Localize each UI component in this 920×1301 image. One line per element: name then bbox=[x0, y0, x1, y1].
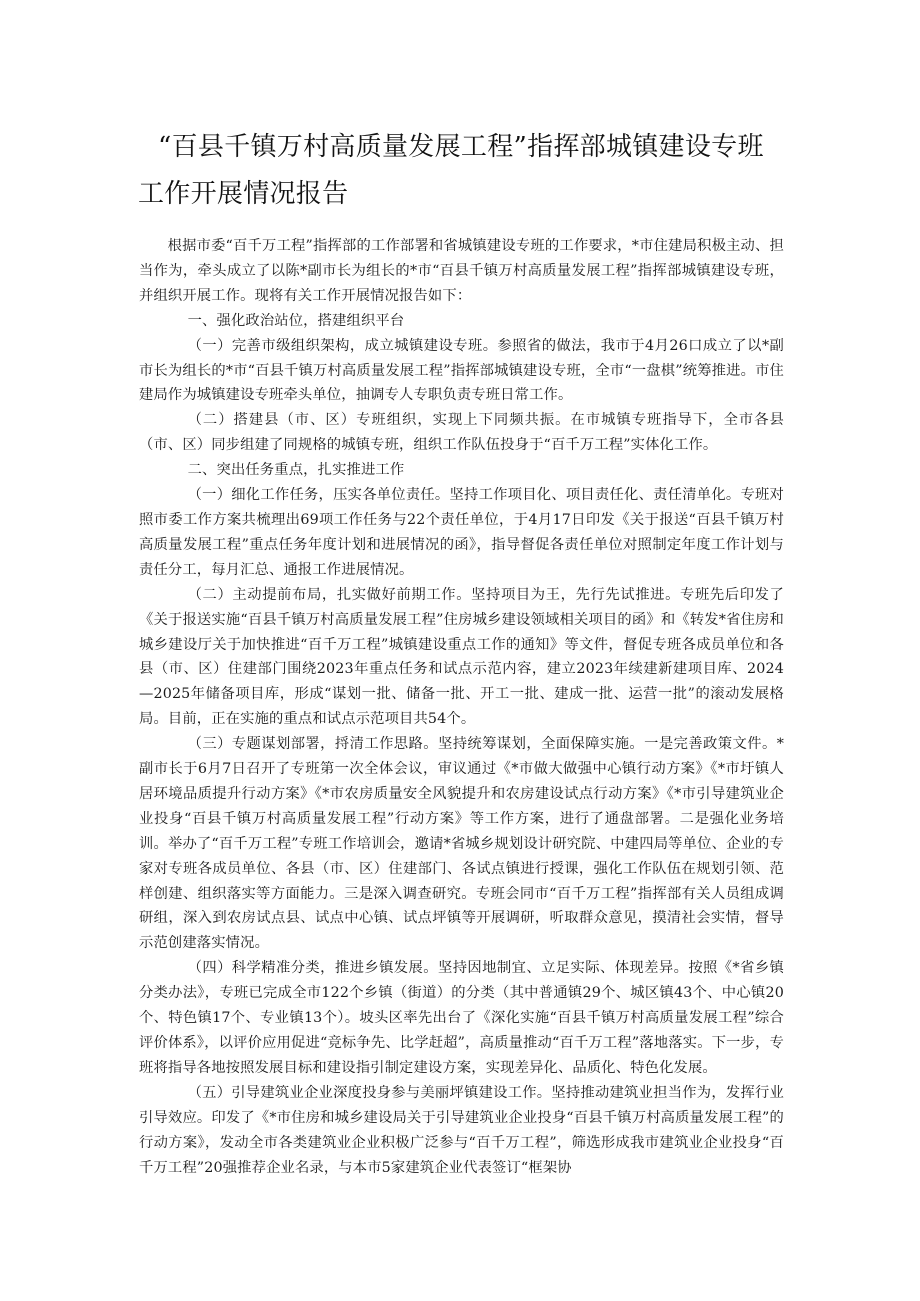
subsection-paragraph: （三）专题谋划部署，捋清工作思路。坚持统筹谋划，全面保障实施。一是完善政策文件。*副市长于6月7日召开了专班第一次全体会议，审议通过《*市做大做强中心镇行动方案》《*市圩镇人居环境品质提升行动方案》《*市农房质量安全风貌提升和农房建设试点行动方案》《*市引导建筑业企业投身“百县千镇万村高质量发展工程”行动方案》等工作方案，进行了通盘部署。二是强化业务培训。举办了“百千万工程”专班工作培训会，邀请*省城乡规划设计研究院、中建四局等单位、企业的专家对专班各成员单位、各县（市、区）住建部门、各试点镇进行授课，强化工作队伍在规划引领、范样创建、组织落实等方面能力。三是深入调查研究。专班会同市“百千万工程”指挥部有关人员组成调研组，深入到农房试点县、试点中心镇、试点坪镇等开展调研，听取群众意见，摸清社会实情，督导示范创建落实情况。 bbox=[139, 736, 784, 952]
subsection-paragraph: （四）科学精准分类，推进乡镇发展。坚持因地制宜、立足实际、体现差异。按照《*省乡镇分类办法》，专班已完成全市122个乡镇（街道）的分类（其中普通镇29个、城区镇43个、中心镇20个、特色镇17个、专业镇13个）。坡头区率先出台了《深化实施“百县千镇万村高质量发展工程”综合评价体系》，以评价应用促进“竞标争先、比学赶超”，高质量推动“百千万工程”落地落实。下一步，专班将指导各地按照发展目标和建设指引制定建设方案，实现差异化、品质化、特色化发展。 bbox=[139, 960, 784, 1076]
subsection-paragraph: （一）完善市级组织架构，成立城镇建设专班。参照省的做法，我市于4月26口成立了以*副市长为组长的*市“百县千镇万村高质量发展工程”指挥部城镇建设专班，全市“一盘棋”统筹推进。市住建局作为城镇建设专班牵头单位，抽调专人专职负责专班日常工作。 bbox=[139, 337, 784, 404]
subsection-paragraph: （一）细化工作任务，压实各单位责任。坚持工作项目化、项目责任化、责任清单化。专班对照市委工作方案共梳理出69项工作任务与22个责任单位，于4月17日印发《关于报送“百县千镇万村高质量发展工程”重点任务年度计划和进展情况的函》，指导督促各责任单位对照制定年度工作计划与责任分工，每月汇总、通报工作进展情况。 bbox=[139, 487, 784, 578]
title-line-2: 工作开展情况报告 bbox=[138, 179, 349, 209]
title-line-1: “百县千镇万村高质量发展工程”指挥部城镇建设专班 bbox=[158, 132, 764, 162]
subsection-paragraph: （二）主动提前布局，扎实做好前期工作。坚持项目为王，先行先试推进。专班先后印发了《关于报送实施“百县千镇万村高质量发展工程”住房城乡建设领域相关项目的函》和《转发*省住房和城乡建设厅关于加快推进“百千万工程”城镇建设重点工作的通知》等文件，督促专班各成员单位和各县（市、区）住建部门围绕2023年重点任务和试点示范内容，建立2023年续建新建项目库、2024—2025年储备项目库，形成“谋划一批、储备一批、开工一批、建成一批、运营一批”的滚动发展格局。目前，正在实施的重点和试点示范项目共54个。 bbox=[139, 586, 784, 728]
intro-paragraph: 根据市委“百千万工程”指挥部的工作部署和省城镇建设专班的工作要求，*市住建局积极主动、担当作为，牵头成立了以陈*副市长为组长的*市“百县千镇万村高质量发展工程”指挥部城镇建设专班，并组织开展工作。现将有关工作开展情况报告如下： bbox=[139, 238, 784, 304]
document-title bbox=[138, 124, 798, 218]
subsection-paragraph: （五）引导建筑业企业深度投身参与美丽坪镇建设工作。坚持推动建筑业担当作为，发挥行业引导效应。印发了《*市住房和城乡建设局关于引导建筑业企业投身“百县千镇万村高质量发展工程”的行动方案》，发动全市各类建筑业企业积极广泛参与“百千万工程”，筛选形成我市建筑业企业投身“百千万工程”20强推荐企业名录，与本市5家建筑企业代表签订“框架协 bbox=[139, 1084, 784, 1176]
document-body bbox=[139, 234, 784, 1180]
subsection-paragraph: （二）搭建县（市、区）专班组织，实现上下同频共振。在市城镇专班指导下，全市各县（市、区）同步组建了同规格的城镇专班，组织工作队伍投身于“百千万工程”实体化工作。 bbox=[139, 412, 784, 454]
section-heading-1: 一、强化政治站位，搭建组织平台 bbox=[187, 312, 405, 329]
section-heading-2: 二、突出任务重点，扎实推进工作 bbox=[187, 462, 405, 479]
